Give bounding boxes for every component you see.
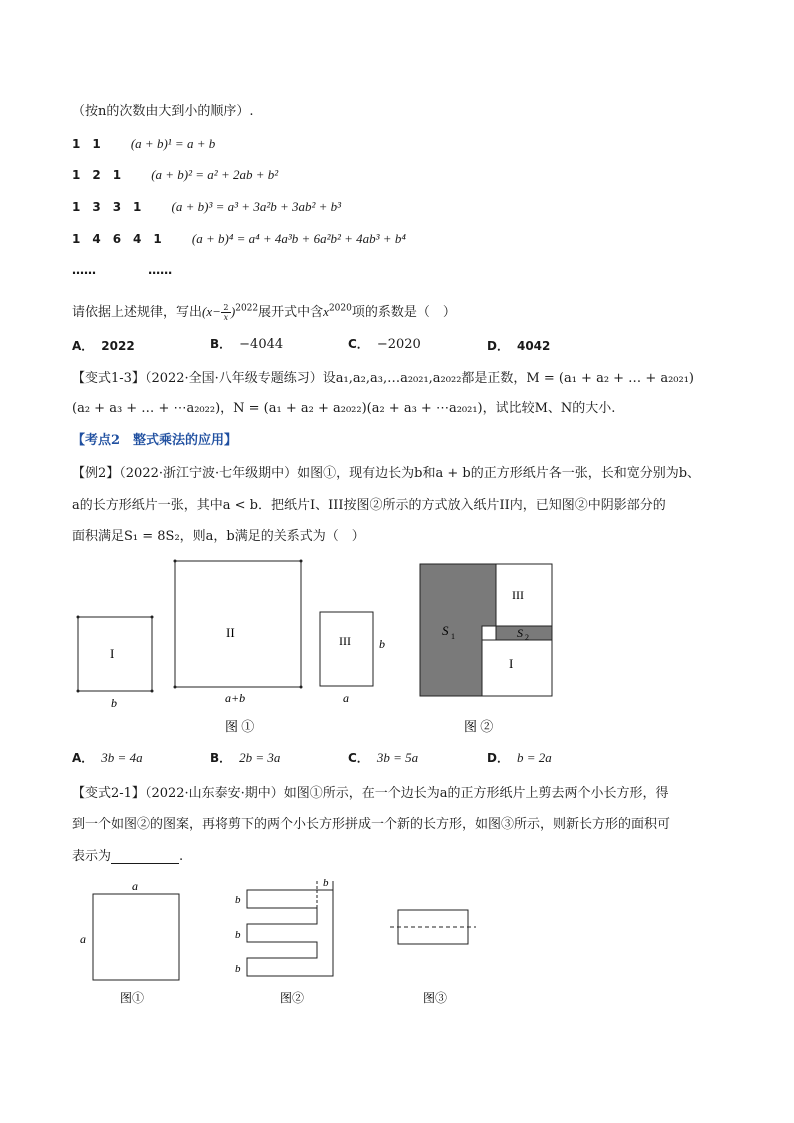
square-i <box>78 617 152 691</box>
label-b-3: b <box>235 963 241 975</box>
q1-prefix: 请依据上述规律，写出 <box>72 305 203 320</box>
label-b-top: b <box>323 877 329 889</box>
label-i: I <box>509 656 514 671</box>
q1-option-c[interactable]: C． −2020 <box>348 337 421 352</box>
triangle-numbers: 1 2 1 <box>72 168 122 182</box>
q1-suffix: 项的系数是（ ） <box>351 305 456 320</box>
label-b-2: b <box>235 929 241 941</box>
rect-iii <box>320 612 373 686</box>
variant-2-1-tag: 【变式2-1】 <box>72 786 145 801</box>
label-s1-sub: 1 <box>451 632 455 641</box>
triangle-row-3 <box>72 198 341 215</box>
q1-var: x <box>323 304 329 319</box>
label-a-left: a <box>80 932 86 946</box>
label-b-1: b <box>235 894 241 906</box>
example-2-figure-1 <box>70 555 400 740</box>
example-2-line-1: 【例2】（2022·浙江宁波·七年级期中）如图①，现有边长为b和a + b的正方形纸片各一张，长和宽分别为b、 <box>72 466 701 481</box>
label-iii: III <box>512 588 524 602</box>
variant-1-3-line-1 <box>72 367 694 386</box>
ex2-option-c[interactable]: C． 3b = 5a <box>348 750 419 765</box>
ex2-option-a[interactable]: A． 3b = 4a <box>72 750 143 765</box>
triangle-row-2 <box>72 166 278 183</box>
ellipsis-left: …… <box>72 263 96 277</box>
variant-1-3-text: 设a₁,a₂,a₃,…a₂₀₂₁,a₂₀₂₂都是正数，M = (a₁ + a₂ + … + a₂₀₂₁) <box>322 371 695 386</box>
q1-var-exp: 2020 <box>328 303 352 314</box>
triangle-row-4 <box>72 230 406 247</box>
label-ii: II <box>226 625 235 640</box>
intro-text: （按n的次数由大到小的顺序）. <box>72 104 254 119</box>
label-s2-sub: 2 <box>525 633 529 642</box>
e-shape <box>247 890 333 976</box>
q1-exponent: 2022 <box>235 303 259 314</box>
label-s2: S <box>517 626 523 640</box>
label-s1: S <box>442 623 449 638</box>
example-2-line-2: a的长方形纸片一张，其中a < b．把纸片I、III按图②所示的方式放入纸片II内，已知图②中阴影部分的 <box>72 498 666 513</box>
q1-option-d[interactable]: D． 4042 <box>487 339 551 353</box>
dim-b: b <box>111 696 117 710</box>
answer-blank[interactable] <box>111 850 179 864</box>
example-2-figure-2 <box>412 558 562 738</box>
variant-2-1-source: （2022·山东泰安·期中） <box>144 786 284 801</box>
square-i <box>482 640 552 696</box>
fig1-caption: 图① <box>120 991 145 1005</box>
dim-a-plus-b: a+b <box>225 691 246 705</box>
figure-1-caption: 图 ① <box>225 719 255 734</box>
fig3-caption: 图③ <box>423 991 448 1005</box>
square-ii <box>175 561 301 687</box>
shaded-s2 <box>496 626 552 640</box>
variant-2-1-line-1: 【变式2-1】（2022·山东泰安·期中）如图①所示，在一个边长为a的正方形纸片上剪去两个小长方形，得 <box>72 786 669 801</box>
figure-2-caption: 图 ② <box>464 719 494 734</box>
q1-expr-close: ) <box>230 304 236 319</box>
example-2-line-3: 面积满足S₁ = 8S₂，则a，b满足的关系式为（ ） <box>72 529 365 544</box>
q1-fraction <box>221 303 231 322</box>
triangle-ellipsis <box>72 263 172 278</box>
label-iii: III <box>339 634 351 648</box>
triangle-expr: (a + b)³ = a³ + 3a²b + 3ab² + b³ <box>171 199 342 214</box>
fig2-caption: 图② <box>280 991 305 1005</box>
q1-frac-num: 2 <box>221 303 231 313</box>
ex2-option-b[interactable]: B． 2b = 3a <box>210 750 281 765</box>
triangle-expr: (a + b)⁴ = a⁴ + 4a³b + 6a²b² + 4ab³ + b⁴ <box>191 231 406 246</box>
rect-iii <box>496 564 552 626</box>
q1-expr: (x− <box>202 304 221 319</box>
question-1 <box>72 301 456 322</box>
q1-frac-den: x <box>223 313 229 322</box>
variant-2-1-figures <box>72 876 502 1011</box>
q1-option-b[interactable]: B． −4044 <box>210 337 284 352</box>
ellipsis-right: …… <box>148 263 173 277</box>
triangle-numbers: 1 3 3 1 <box>72 200 142 214</box>
variant-2-1-line-3: 表示为 . <box>72 849 184 864</box>
triangle-row-1 <box>72 135 215 152</box>
ex2-option-d[interactable]: D． b = 2a <box>487 750 552 765</box>
triangle-expr: (a + b)¹ = a + b <box>130 136 216 151</box>
section-heading: 【考点2 整式乘法的应用】 <box>72 433 238 448</box>
square-a <box>93 894 179 980</box>
triangle-numbers: 1 4 6 4 1 <box>72 232 162 246</box>
label-i: I <box>110 646 115 661</box>
q1-option-a[interactable]: A． 2022 <box>72 339 135 353</box>
triangle-numbers: 1 1 <box>72 137 101 151</box>
variant-2-1-line-2: 到一个如图②的图案，再将剪下的两个小长方形拼成一个新的长方形，如图③所示，则新长方形的面积可 <box>72 817 671 832</box>
example-2-tag: 【例2】 <box>72 466 120 481</box>
variant-1-3-tag: 【变式1-3】 <box>72 371 145 386</box>
label-a-top: a <box>132 879 138 893</box>
variant-1-3-source: （2022·全国·八年级专题练习） <box>144 371 323 386</box>
triangle-expr: (a + b)² = a² + 2ab + b² <box>151 167 279 182</box>
example-2-source: （2022·浙江宁波·七年级期中） <box>119 466 298 481</box>
variant-1-3-line-2: (a₂ + a₃ + … + ⋯a₂₀₂₂)，N = (a₁ + a₂ + a₂₀₂₂)(a₂ + a₃ + ⋯a₂₀₂₁)，试比较M、N的大小. <box>72 401 616 416</box>
dim-b-side: b <box>379 637 385 651</box>
q1-middle: 展开式中含 <box>258 305 324 320</box>
dim-a: a <box>343 691 349 705</box>
